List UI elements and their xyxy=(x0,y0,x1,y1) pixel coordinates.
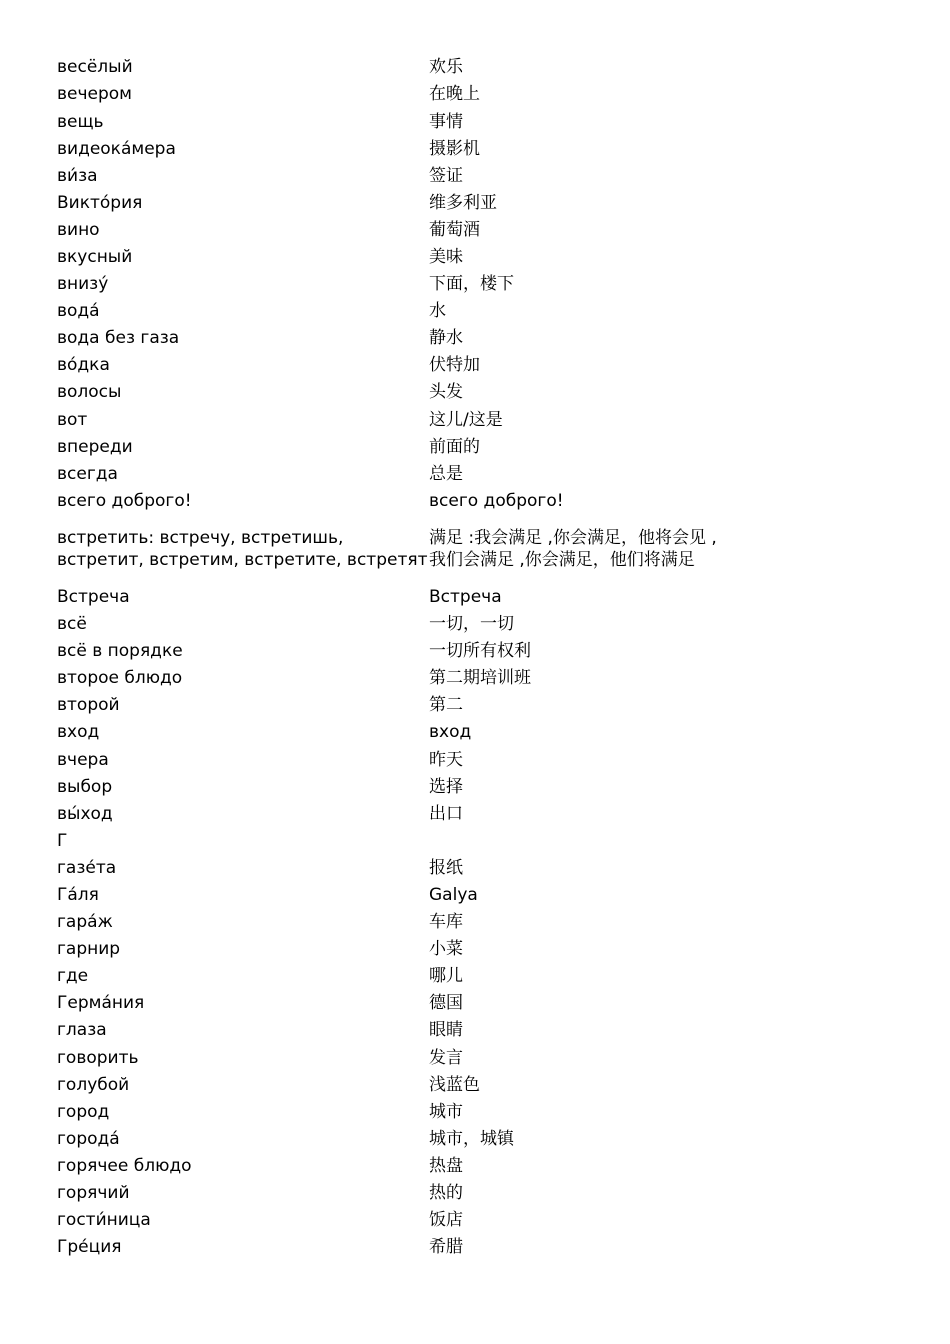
chinese-translation: 希腊 xyxy=(429,1237,463,1258)
chinese-translation: 哪儿 xyxy=(429,966,463,987)
chinese-translation: 报纸 xyxy=(429,857,463,878)
russian-term: гарнир xyxy=(57,939,121,960)
russian-term: выбор xyxy=(57,776,113,797)
russian-term: глаза xyxy=(57,1020,107,1041)
glossary-row xyxy=(57,108,717,135)
chinese-translation: 德国 xyxy=(429,993,463,1014)
russian-term: гости́ница xyxy=(57,1210,151,1231)
glossary-row xyxy=(57,1125,717,1152)
glossary-row xyxy=(57,298,717,325)
chinese-translation: 签证 xyxy=(429,165,463,186)
glossary-row xyxy=(57,746,717,773)
glossary-row xyxy=(57,773,717,800)
russian-term: вино xyxy=(57,219,100,240)
chinese-translation: всего доброго! xyxy=(429,490,564,511)
glossary-row xyxy=(57,406,717,433)
russian-term: голубой xyxy=(57,1074,130,1095)
chinese-translation: 下面，楼下 xyxy=(429,274,514,295)
glossary-row xyxy=(57,909,717,936)
chinese-translation: 前面的 xyxy=(429,436,480,457)
russian-term: горячее блюдо xyxy=(57,1155,192,1176)
russian-term: Гре́ция xyxy=(57,1237,122,1258)
chinese-translation: 眼睛 xyxy=(429,1020,463,1041)
chinese-translation: 事情 xyxy=(429,111,463,132)
russian-term: встретить: встречу, встретишь, встретит, встретим, встретите, встретят xyxy=(57,527,428,571)
chinese-translation: 昨天 xyxy=(429,749,463,770)
glossary-row xyxy=(57,584,717,611)
russian-term: волосы xyxy=(57,382,122,403)
chinese-translation: 车库 xyxy=(429,912,463,933)
glossary-list xyxy=(57,54,717,1261)
russian-term: всё в порядке xyxy=(57,641,183,662)
russian-term: впереди xyxy=(57,436,133,457)
glossary-row xyxy=(57,990,717,1017)
glossary-row xyxy=(57,1017,717,1044)
chinese-translation: 总是 xyxy=(429,463,463,484)
glossary-row xyxy=(57,1044,717,1071)
glossary-row xyxy=(57,488,717,515)
russian-term: вода́ xyxy=(57,301,100,322)
chinese-translation: 发言 xyxy=(429,1047,463,1068)
glossary-row xyxy=(57,1098,717,1125)
chinese-translation: 在晚上 xyxy=(429,84,480,105)
glossary-row xyxy=(57,638,717,665)
glossary-row xyxy=(57,162,717,189)
russian-term: во́дка xyxy=(57,355,110,376)
russian-term: вот xyxy=(57,409,88,430)
russian-term: говорить xyxy=(57,1047,139,1068)
chinese-translation: 葡萄酒 xyxy=(429,219,480,240)
chinese-translation: 第二 xyxy=(429,695,463,716)
glossary-row xyxy=(57,719,717,746)
russian-term: вы́ход xyxy=(57,803,113,824)
russian-term: где xyxy=(57,966,89,987)
glossary-row xyxy=(57,271,717,298)
russian-term: весёлый xyxy=(57,57,133,78)
chinese-translation: 美味 xyxy=(429,247,463,267)
glossary-row xyxy=(57,963,717,990)
russian-term: вход xyxy=(57,722,100,743)
chinese-translation: 饭店 xyxy=(429,1210,463,1231)
glossary-row xyxy=(57,325,717,352)
russian-term: внизу́ xyxy=(57,274,109,295)
glossary-row xyxy=(57,54,717,81)
glossary-row xyxy=(57,189,717,216)
chinese-translation: 伏特加 xyxy=(429,355,480,376)
chinese-translation: 浅蓝色 xyxy=(429,1074,480,1095)
chinese-translation: 这儿/这是 xyxy=(429,409,503,430)
chinese-translation: 欢乐 xyxy=(429,57,463,78)
glossary-row xyxy=(57,1153,717,1180)
russian-term: ви́за xyxy=(57,165,98,186)
russian-term: видеока́мера xyxy=(57,138,176,159)
russian-term: Га́ля xyxy=(57,884,99,905)
chinese-translation: 头发 xyxy=(429,382,463,403)
russian-term: всё xyxy=(57,614,87,635)
russian-term: вечером xyxy=(57,84,132,105)
russian-term: вода без газа xyxy=(57,328,180,349)
chinese-translation: 城市，城镇 xyxy=(429,1128,514,1149)
chinese-translation: 小菜 xyxy=(429,939,463,960)
russian-term: горячий xyxy=(57,1183,130,1203)
russian-term: Викто́рия xyxy=(57,192,143,213)
glossary-row xyxy=(57,800,717,827)
glossary-row xyxy=(57,217,717,244)
glossary-row xyxy=(57,433,717,460)
chinese-translation: 第二期培训班 xyxy=(429,668,531,689)
russian-term: второй xyxy=(57,695,120,716)
glossary-row xyxy=(57,1180,717,1207)
chinese-translation: 静水 xyxy=(429,328,463,349)
russian-term: всего доброго! xyxy=(57,490,192,511)
chinese-translation: 出口 xyxy=(429,803,463,824)
chinese-translation: 摄影机 xyxy=(429,138,480,159)
russian-term: гара́ж xyxy=(57,912,113,933)
glossary-row xyxy=(57,611,717,638)
glossary-row xyxy=(57,244,717,271)
chinese-translation: 一切所有权利 xyxy=(429,641,531,662)
glossary-row xyxy=(57,515,717,584)
chinese-translation: 满足 :我会满足 ,你会满足，他将会见 ,我们会满足 ,你会满足，他们将满足 xyxy=(429,527,717,571)
russian-term: всегда xyxy=(57,463,118,484)
glossary-row xyxy=(57,352,717,379)
chinese-translation: 选择 xyxy=(429,776,463,797)
chinese-translation: 一切，一切 xyxy=(429,614,514,635)
chinese-translation: 热的 xyxy=(429,1183,463,1203)
russian-term: вкусный xyxy=(57,247,133,267)
chinese-translation: вход xyxy=(429,722,472,743)
glossary-row xyxy=(57,1071,717,1098)
glossary-row xyxy=(57,1234,717,1261)
glossary-row xyxy=(57,81,717,108)
chinese-translation: 维多利亚 xyxy=(429,192,497,213)
russian-term: город xyxy=(57,1101,110,1122)
glossary-row xyxy=(57,936,717,963)
glossary-row xyxy=(57,135,717,162)
chinese-translation: Galya xyxy=(429,884,478,905)
glossary-row xyxy=(57,460,717,487)
chinese-translation: Встреча xyxy=(429,586,502,607)
chinese-translation: 水 xyxy=(429,301,446,322)
glossary-row xyxy=(57,692,717,719)
russian-term: вещь xyxy=(57,111,104,132)
russian-term: Встреча xyxy=(57,586,130,607)
russian-term: вчера xyxy=(57,749,109,770)
russian-term: Герма́ния xyxy=(57,993,145,1014)
chinese-translation: 城市 xyxy=(429,1101,463,1122)
russian-term: газе́та xyxy=(57,857,117,878)
glossary-row xyxy=(57,1207,717,1234)
glossary-row xyxy=(57,882,717,909)
russian-term: Г xyxy=(57,830,68,851)
glossary-row xyxy=(57,379,717,406)
glossary-row xyxy=(57,855,717,882)
russian-term: второе блюдо xyxy=(57,668,183,689)
glossary-row xyxy=(57,827,717,854)
chinese-translation: 热盘 xyxy=(429,1155,463,1176)
glossary-row xyxy=(57,665,717,692)
russian-term: города́ xyxy=(57,1128,120,1149)
